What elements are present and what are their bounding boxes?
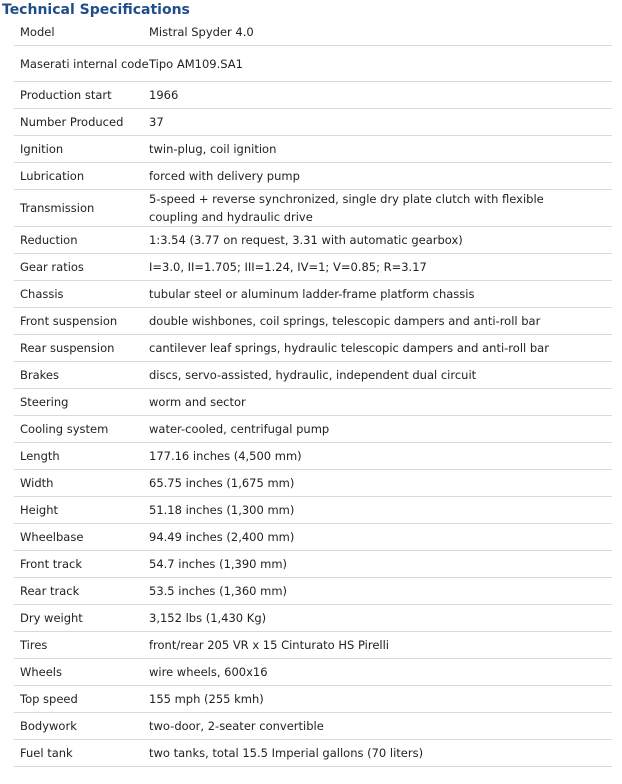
- spec-label: Ignition: [14, 136, 149, 163]
- spec-value: worm and sector: [149, 389, 612, 416]
- spec-value: double wishbones, coil springs, telescopic dampers and anti-roll bar: [149, 308, 612, 335]
- spec-value: 1:3.54 (3.77 on request, 3.31 with automatic gearbox): [149, 227, 612, 254]
- spec-value: wire wheels, 600x16: [149, 659, 612, 686]
- spec-value: 53.5 inches (1,360 mm): [149, 578, 612, 605]
- spec-row: [14, 659, 612, 686]
- spec-row: [14, 19, 612, 46]
- spec-label: Front track: [14, 551, 149, 578]
- spec-row: [14, 416, 612, 443]
- spec-row: [14, 578, 612, 605]
- spec-value: 3,152 lbs (1,430 Kg): [149, 605, 612, 632]
- spec-value: 54.7 inches (1,390 mm): [149, 551, 612, 578]
- spec-row: [14, 335, 612, 362]
- spec-value: water-cooled, centrifugal pump: [149, 416, 612, 443]
- spec-value: Mistral Spyder 4.0: [149, 19, 612, 46]
- spec-row: [14, 82, 612, 109]
- spec-label: Transmission: [14, 190, 149, 227]
- spec-row: [14, 524, 612, 551]
- spec-value: cantilever leaf springs, hydraulic telescopic dampers and anti-roll bar: [149, 335, 612, 362]
- spec-row: [14, 686, 612, 713]
- spec-label: Brakes: [14, 362, 149, 389]
- spec-row: [14, 109, 612, 136]
- spec-value: 1966: [149, 82, 612, 109]
- spec-value: twin-plug, coil ignition: [149, 136, 612, 163]
- specs-table-body: [14, 19, 612, 767]
- spec-label: Fuel tank: [14, 740, 149, 767]
- spec-label: Bodywork: [14, 713, 149, 740]
- spec-label: Cooling system: [14, 416, 149, 443]
- spec-row: [14, 713, 612, 740]
- spec-value: two tanks, total 15.5 Imperial gallons (70 liters): [149, 740, 612, 767]
- spec-label: Maserati internal code: [14, 46, 149, 82]
- spec-value: tubular steel or aluminum ladder-frame platform chassis: [149, 281, 612, 308]
- spec-value: I=3.0, II=1.705; III=1.24, IV=1; V=0.85; R=3.17: [149, 254, 612, 281]
- spec-value: 94.49 inches (2,400 mm): [149, 524, 612, 551]
- spec-row: [14, 443, 612, 470]
- spec-label: Wheelbase: [14, 524, 149, 551]
- spec-value: forced with delivery pump: [149, 163, 612, 190]
- spec-row: [14, 136, 612, 163]
- spec-label: Chassis: [14, 281, 149, 308]
- spec-value: Tipo AM109.SA1: [149, 46, 612, 82]
- specs-table: [14, 19, 612, 767]
- page-title: Technical Specifications: [2, 2, 190, 18]
- spec-label: Production start: [14, 82, 149, 109]
- spec-label: Reduction: [14, 227, 149, 254]
- spec-label: Tires: [14, 632, 149, 659]
- spec-row: [14, 740, 612, 767]
- spec-row: [14, 227, 612, 254]
- spec-label: Rear track: [14, 578, 149, 605]
- spec-row: [14, 389, 612, 416]
- spec-label: Lubrication: [14, 163, 149, 190]
- spec-label: Number Produced: [14, 109, 149, 136]
- spec-label: Rear suspension: [14, 335, 149, 362]
- spec-row: [14, 308, 612, 335]
- spec-label: Steering: [14, 389, 149, 416]
- spec-row: [14, 163, 612, 190]
- spec-label: Width: [14, 470, 149, 497]
- spec-row: [14, 497, 612, 524]
- spec-label: Gear ratios: [14, 254, 149, 281]
- spec-value: 5-speed + reverse synchronized, single dry plate clutch with flexible coupling and hydraulic drive: [149, 190, 612, 227]
- spec-row: [14, 632, 612, 659]
- spec-value: 37: [149, 109, 612, 136]
- spec-value: front/rear 205 VR x 15 Cinturato HS Pirelli: [149, 632, 612, 659]
- spec-value: discs, servo-assisted, hydraulic, independent dual circuit: [149, 362, 612, 389]
- spec-value: 65.75 inches (1,675 mm): [149, 470, 612, 497]
- spec-label: Top speed: [14, 686, 149, 713]
- spec-row: [14, 605, 612, 632]
- spec-value: two-door, 2-seater convertible: [149, 713, 612, 740]
- spec-label: Wheels: [14, 659, 149, 686]
- spec-value: 51.18 inches (1,300 mm): [149, 497, 612, 524]
- spec-row: [14, 190, 612, 227]
- spec-row: [14, 281, 612, 308]
- spec-row: [14, 551, 612, 578]
- spec-label: Dry weight: [14, 605, 149, 632]
- spec-label: Model: [14, 19, 149, 46]
- spec-label: Height: [14, 497, 149, 524]
- spec-value: 177.16 inches (4,500 mm): [149, 443, 612, 470]
- spec-row: [14, 362, 612, 389]
- spec-row: [14, 470, 612, 497]
- spec-label: Front suspension: [14, 308, 149, 335]
- spec-label: Length: [14, 443, 149, 470]
- spec-row: [14, 46, 612, 82]
- spec-row: [14, 254, 612, 281]
- spec-value: 155 mph (255 kmh): [149, 686, 612, 713]
